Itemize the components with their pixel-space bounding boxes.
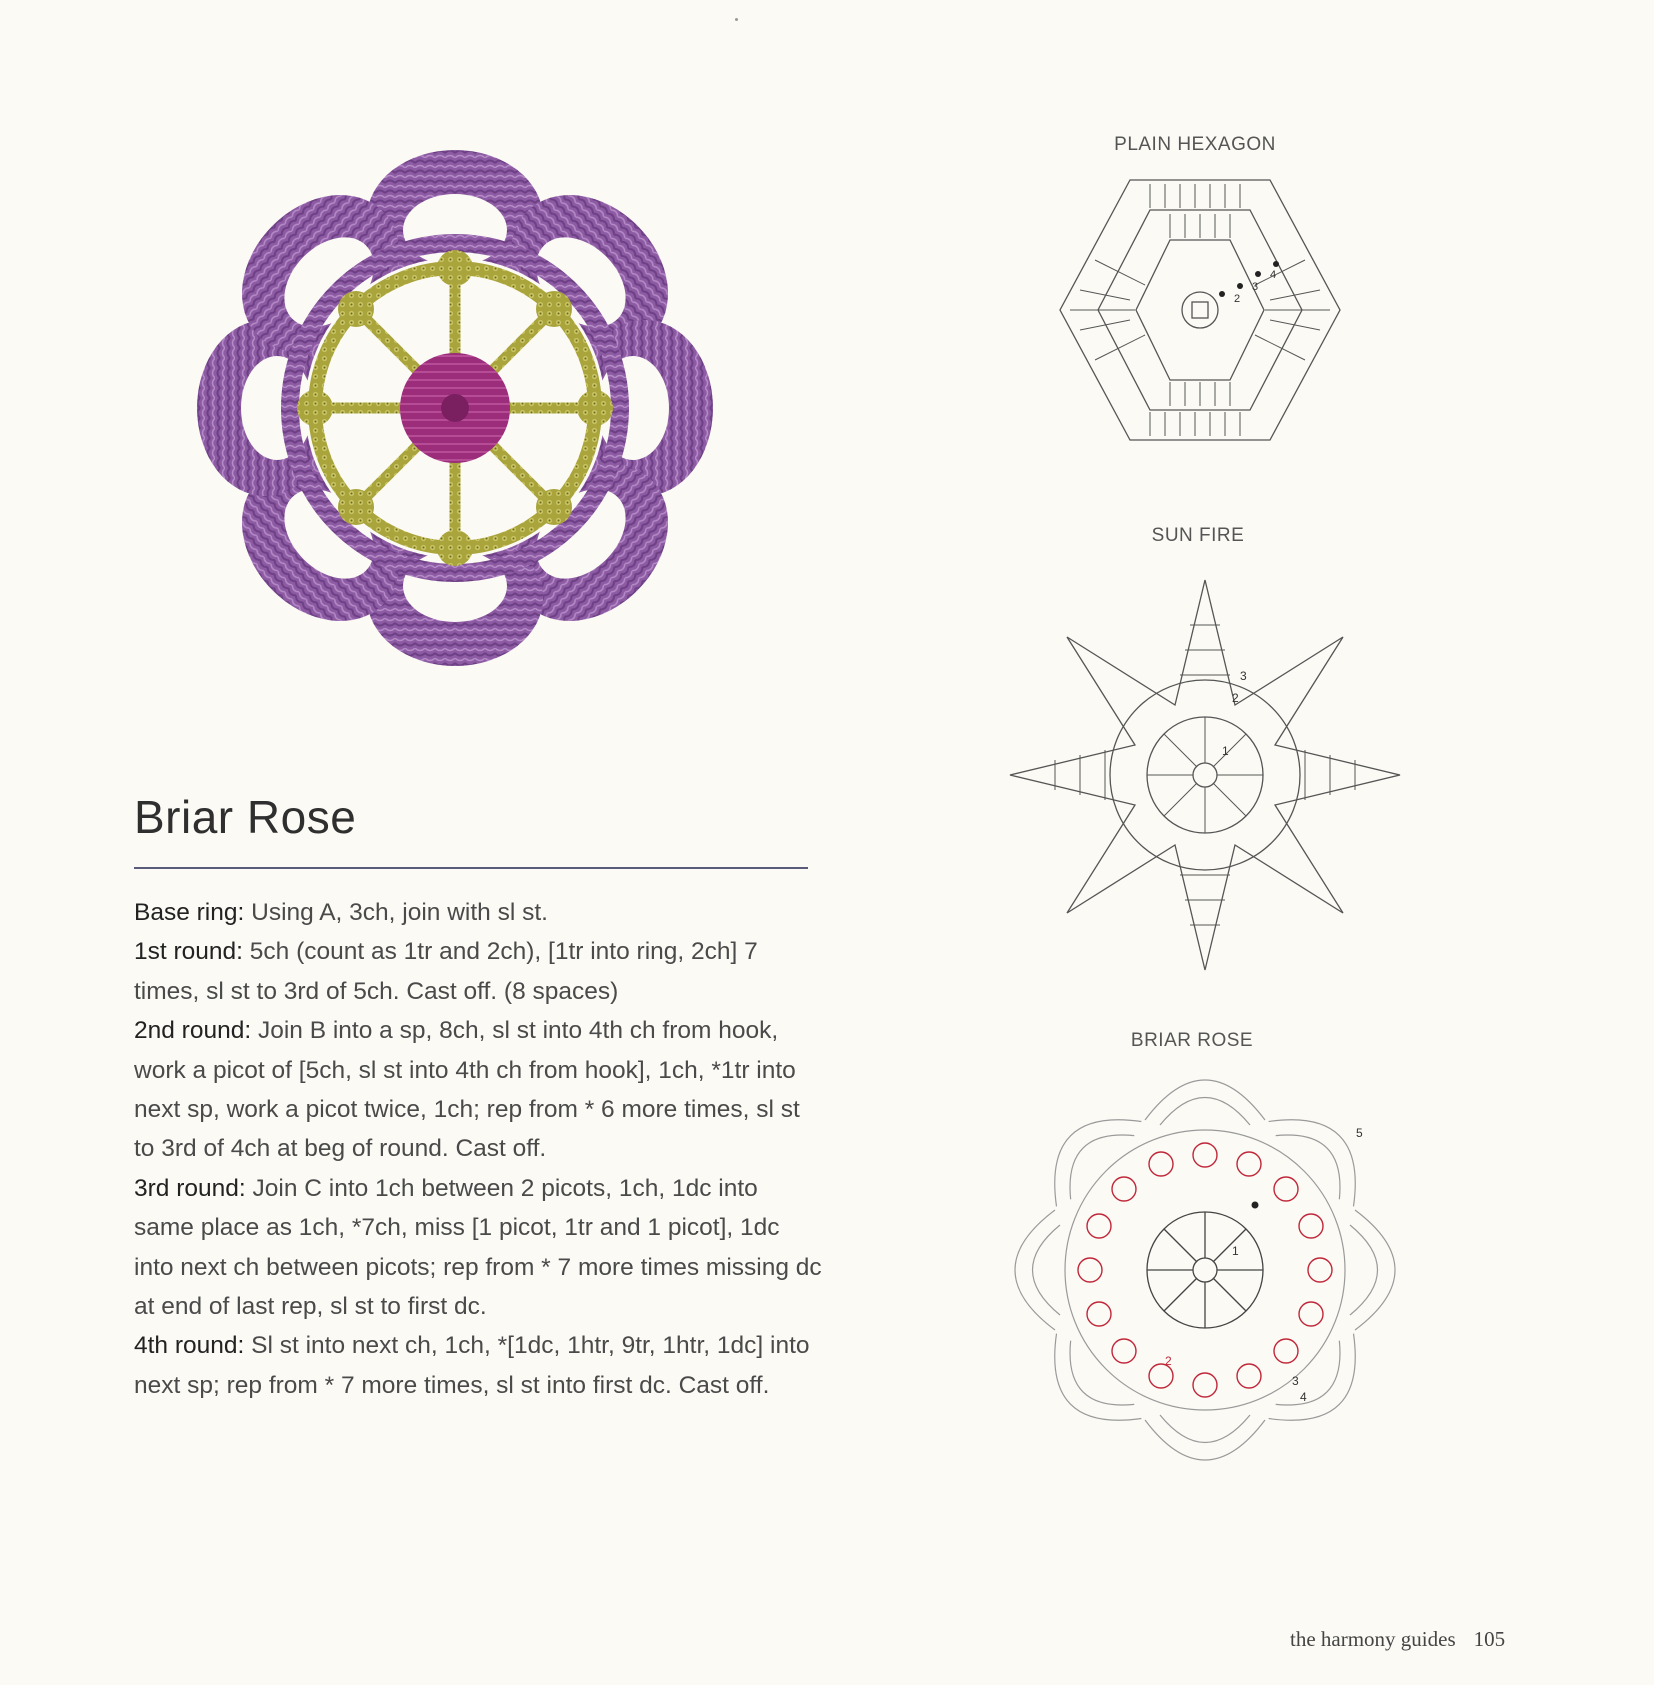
instruction-round-4: 4th round: Sl st into next ch, 1ch, *[1dc, 1htr, 9tr, 1htr, 1dc] into next sp; rep from * 7 more times, sl st into first dc. Cast off.	[134, 1332, 810, 1399]
pattern-instructions	[134, 893, 824, 1405]
sun-num-2: 2	[1232, 691, 1239, 705]
briar-rose-photo	[140, 120, 740, 700]
speck	[735, 18, 738, 21]
pattern-title: Briar Rose	[134, 791, 357, 843]
sun-fire-label: SUN FIRE	[1151, 525, 1245, 546]
hex-num-4: 4	[1270, 269, 1277, 281]
briar-rose-diagram	[1000, 1065, 1420, 1475]
rose-num-4: 4	[1300, 1390, 1307, 1404]
title-divider	[134, 867, 808, 869]
plain-hexagon-diagram	[1050, 170, 1350, 450]
instruction-round-1: 1st round: 5ch (count as 1tr and 2ch), [1tr into ring, 2ch] 7 times, sl st to 3rd of 5ch. Cast off. (8 spaces)	[134, 938, 758, 1005]
sun-num-3: 3	[1240, 669, 1247, 683]
sun-fire-diagram	[1000, 570, 1410, 980]
briar-rose-label: BRIAR ROSE	[1130, 1030, 1254, 1051]
rose-num-2: 2	[1165, 1354, 1172, 1368]
rose-num-5: 5	[1356, 1126, 1363, 1140]
page-footer	[1290, 1627, 1505, 1652]
rose-num-3: 3	[1292, 1374, 1299, 1388]
hex-num-3: 3	[1252, 281, 1259, 293]
plain-hexagon-label: PLAIN HEXAGON	[1114, 134, 1276, 155]
page-number: 105	[1473, 1627, 1506, 1651]
sun-num-1: 1	[1222, 744, 1229, 758]
instruction-round-2: 2nd round: Join B into a sp, 8ch, sl st into 4th ch from hook, work a picot of [5ch, sl st into 4th ch from hook], 1ch, *1tr into next sp, work a picot twice, 1ch; rep from * 6 more times, sl st to 3rd of 4ch at beg of round. Cast off.	[134, 1017, 800, 1163]
instruction-base-ring: Base ring: Using A, 3ch, join with sl st.	[134, 899, 548, 926]
rose-num-1: 1	[1232, 1244, 1239, 1258]
instruction-round-3: 3rd round: Join C into 1ch between 2 picots, 1ch, 1dc into same place as 1ch, *7ch, miss [1 picot, 1tr and 1 picot], 1dc into next ch between picots; rep from * 7 more times missing dc at end of last rep, sl st to first dc.	[134, 1174, 822, 1321]
hex-num-2: 2	[1234, 293, 1241, 305]
book-name: the harmony guides	[1290, 1627, 1456, 1651]
